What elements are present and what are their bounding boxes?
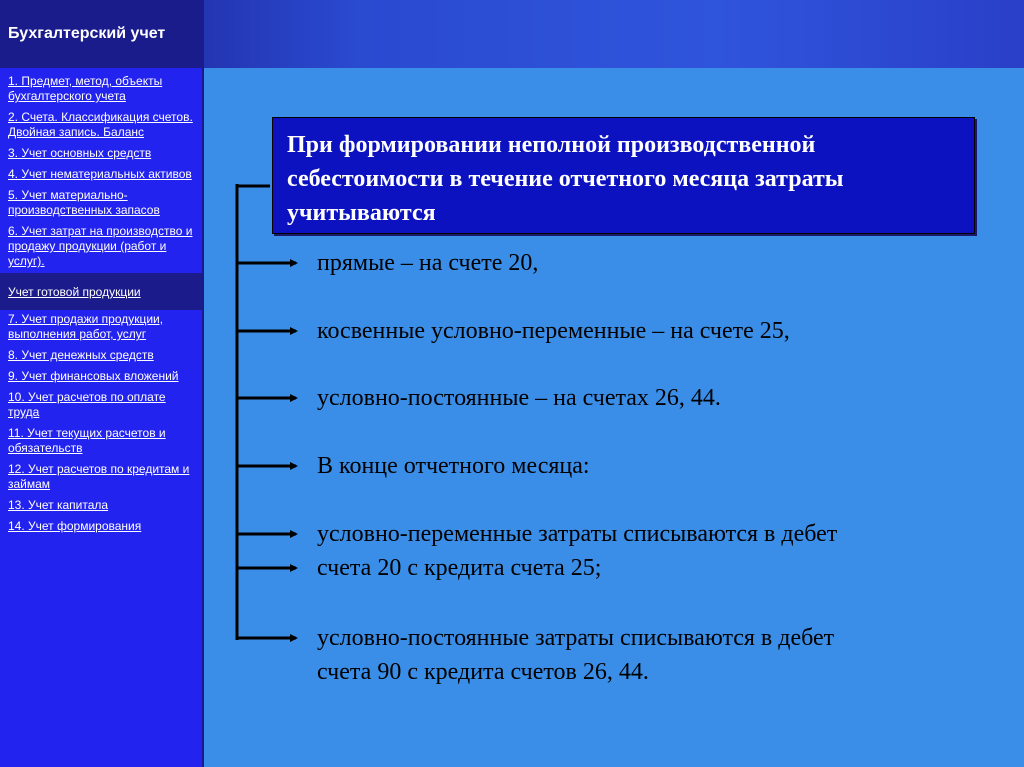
sidebar-item-13[interactable]: 13. Учет капитала — [8, 498, 109, 512]
sidebar-item-5[interactable]: 5. Учет материально-производственных запасов — [8, 188, 160, 217]
bullet-fixed-writeoff-2: счета 90 с кредита счетов 26, 44. — [317, 659, 649, 685]
sidebar-item-9[interactable]: 9. Учет финансовых вложений — [8, 369, 179, 383]
bullet-indirect-variable: косвенные условно-переменные – на счете 25, — [317, 318, 790, 344]
sidebar-item-4[interactable]: 4. Учет нематериальных активов — [8, 167, 192, 181]
sidebar-item-14[interactable]: 14. Учет формирования — [8, 519, 142, 533]
sidebar-item-1[interactable]: 1. Предмет, метод, объекты бухгалтерского учета — [8, 74, 163, 103]
app-title: Бухгалтерский учет — [0, 0, 204, 68]
sidebar-item-12[interactable]: 12. Учет расчетов по кредитам и займам — [8, 462, 190, 491]
slide-title: При формировании неполной производственной себестоимости в течение отчетного месяца затраты учитываются — [272, 117, 975, 234]
bullet-variable-writeoff-2: счета 20 с кредита счета 25; — [317, 555, 602, 581]
sidebar-item-6[interactable]: 6. Учет затрат на производство и продажу продукции (работ и услуг). — [8, 224, 193, 268]
sidebar-item-8[interactable]: 8. Учет денежных средств — [8, 348, 154, 362]
sidebar-item-3[interactable]: 3. Учет основных средств — [8, 146, 152, 160]
bullet-fixed: условно-постоянные – на счетах 26, 44. — [317, 385, 721, 411]
sidebar-item-2[interactable]: 2. Счета. Классификация счетов. Двойная запись. Баланс — [8, 110, 193, 139]
sidebar-item-11[interactable]: 11. Учет текущих расчетов и обязательств — [8, 426, 166, 455]
sidebar-item-finished-goods[interactable]: Учет готовой продукции — [0, 273, 202, 310]
bullet-variable-writeoff-1: условно-переменные затраты списываются в дебет — [317, 521, 838, 547]
sidebar-item-7[interactable]: 7. Учет продажи продукции, выполнения работ, услуг — [8, 312, 164, 341]
bullet-fixed-writeoff-1: условно-постоянные затраты списываются в дебет — [317, 625, 835, 651]
bullet-end-of-month: В конце отчетного месяца: — [317, 453, 590, 479]
sidebar-item-10[interactable]: 10. Учет расчетов по оплате труда — [8, 390, 166, 419]
bullet-direct: прямые – на счете 20, — [317, 250, 539, 276]
